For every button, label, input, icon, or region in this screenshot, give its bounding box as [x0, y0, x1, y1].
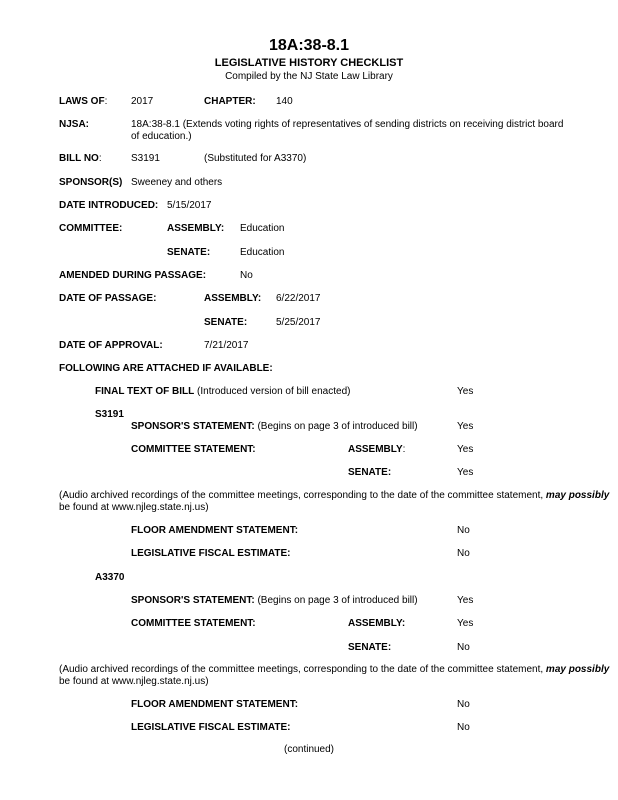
- bill-no-note: (Substituted for A3370): [204, 153, 307, 164]
- s3191-floor-amendment-value: No: [457, 525, 470, 536]
- audio-note-line1-a3370: (Audio archived recordings of the committee meetings, corresponding to the date of the committee statement, may possibly: [59, 664, 610, 675]
- s3191-sponsor-statement: SPONSOR'S STATEMENT: (Begins on page 3 of introduced bill): [131, 421, 418, 432]
- a3370-committee-senate-label: SENATE:: [348, 642, 392, 653]
- laws-of-label: LAWS OF:: [59, 96, 108, 107]
- committee-senate-value: Education: [240, 247, 285, 258]
- approval-label: DATE OF APPROVAL:: [59, 340, 163, 351]
- attached-heading: FOLLOWING ARE ATTACHED IF AVAILABLE:: [59, 363, 273, 374]
- a3370-committee-statement-label: COMMITTEE STATEMENT:: [131, 618, 256, 629]
- amended-label: AMENDED DURING PASSAGE:: [59, 270, 207, 281]
- s3191-fiscal-estimate-value: No: [457, 548, 470, 559]
- committee-assembly-label: ASSEMBLY:: [167, 223, 225, 234]
- committee-assembly-value: Education: [240, 223, 285, 234]
- a3370-floor-amendment-value: No: [457, 699, 470, 710]
- passage-senate-value: 5/25/2017: [276, 317, 321, 328]
- committee-label: COMMITTEE:: [59, 223, 123, 234]
- a3370-committee-senate-value: No: [457, 642, 470, 653]
- final-text-value: Yes: [457, 386, 474, 397]
- amended-value: No: [240, 270, 253, 281]
- committee-senate-label: SENATE:: [167, 247, 211, 258]
- continued-note: (continued): [283, 744, 335, 755]
- s3191-committee-senate-label: SENATE:: [348, 467, 392, 478]
- approval-value: 7/21/2017: [204, 340, 249, 351]
- final-text-label: FINAL TEXT OF BILL: [95, 386, 195, 397]
- njsa-value: 18A:38-8.1 (Extends voting rights of representatives of sending districts on receiving district board of education.): [131, 119, 564, 142]
- final-text-note: (Introduced version of bill enacted): [197, 386, 351, 397]
- passage-label: DATE OF PASSAGE:: [59, 293, 157, 304]
- sponsor-value: Sweeney and others: [131, 177, 223, 188]
- passage-senate-label: SENATE:: [204, 317, 248, 328]
- audio-note-line2-a3370: be found at www.njleg.state.nj.us): [59, 676, 209, 687]
- s3191-fiscal-estimate-label: LEGISLATIVE FISCAL ESTIMATE:: [131, 548, 291, 559]
- a3370-sponsor-statement: SPONSOR'S STATEMENT: (Begins on page 3 of introduced bill): [131, 595, 418, 606]
- a3370-heading: A3370: [95, 572, 125, 583]
- bill-no-label: BILL NO:: [59, 153, 102, 164]
- chapter-label: CHAPTER:: [204, 96, 256, 107]
- statute-number: 18A:38-8.1: [268, 37, 350, 54]
- s3191-sponsor-statement-value: Yes: [457, 421, 474, 432]
- s3191-committee-senate-value: Yes: [457, 467, 474, 478]
- compiled-by: Compiled by the NJ State Law Library: [225, 71, 393, 82]
- sponsor-label: SPONSOR(S): [59, 177, 123, 188]
- s3191-committee-assembly-label: ASSEMBLY:: [348, 444, 406, 455]
- chapter-value: 140: [276, 96, 293, 107]
- bill-no-value: S3191: [131, 153, 160, 164]
- date-introduced-label: DATE INTRODUCED:: [59, 200, 159, 211]
- passage-assembly-label: ASSEMBLY:: [204, 293, 262, 304]
- a3370-fiscal-estimate-label: LEGISLATIVE FISCAL ESTIMATE:: [131, 722, 291, 733]
- a3370-floor-amendment-label: FLOOR AMENDMENT STATEMENT:: [131, 699, 299, 710]
- s3191-committee-assembly-value: Yes: [457, 444, 474, 455]
- final-text-row: [95, 386, 350, 398]
- njsa-label: NJSA:: [59, 119, 90, 130]
- checklist-title: LEGISLATIVE HISTORY CHECKLIST: [214, 57, 404, 69]
- s3191-floor-amendment-label: FLOOR AMENDMENT STATEMENT:: [131, 525, 299, 536]
- laws-of-value: 2017: [131, 96, 154, 107]
- s3191-heading: S3191: [95, 409, 124, 420]
- a3370-committee-assembly-label: ASSEMBLY:: [348, 618, 406, 629]
- a3370-committee-assembly-value: Yes: [457, 618, 474, 629]
- a3370-fiscal-estimate-value: No: [457, 722, 470, 733]
- audio-note-line2: be found at www.njleg.state.nj.us): [59, 502, 209, 513]
- audio-note-line1: (Audio archived recordings of the committee meetings, corresponding to the date of the committee statement, may possibly: [59, 490, 610, 501]
- s3191-committee-statement-label: COMMITTEE STATEMENT:: [131, 444, 256, 455]
- a3370-sponsor-statement-value: Yes: [457, 595, 474, 606]
- date-introduced-value: 5/15/2017: [167, 200, 212, 211]
- passage-assembly-value: 6/22/2017: [276, 293, 321, 304]
